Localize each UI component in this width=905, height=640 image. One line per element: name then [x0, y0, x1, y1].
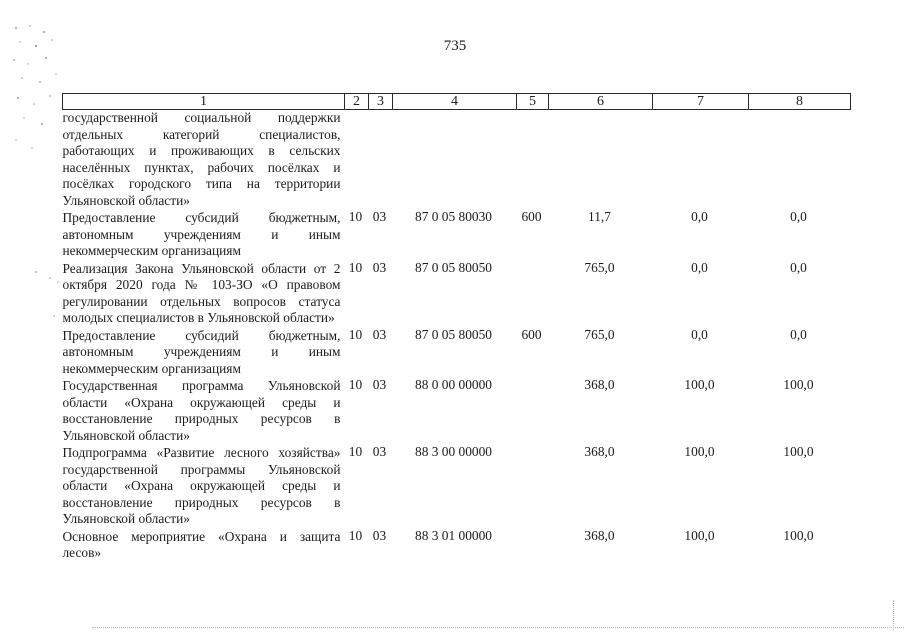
page-number: 735: [443, 38, 467, 54]
row-description: государственной социальной поддержки отдельных категорий специалистов, работающих и проживающих в сельских населённых пунктах, рабочих посёлках и посёлках городского типа на территории Ульяновской области»: [62, 110, 341, 208]
row-amount-col6: [549, 110, 653, 210]
row-section: 10: [348, 209, 363, 224]
header-row: [63, 94, 851, 110]
row-amount-col7: 100,0: [684, 377, 715, 392]
row-expense-type: 600: [521, 326, 542, 342]
row-amount-col6: 368,0: [584, 527, 615, 543]
row-section: 10: [348, 326, 363, 342]
scan-edge-right: [893, 600, 894, 630]
row-description: Подпрограмма «Развитие лесного хозяйства» государственной программы Ульяновской области «Охрана окружающей среды и восстановление природных ресурсов в Ульяновской области»: [62, 445, 341, 526]
column-header-6: 6: [549, 94, 653, 110]
row-description: Основное мероприятие «Охрана и защита лесов»: [62, 528, 341, 560]
row-expense-type: [517, 260, 549, 327]
row-subsection: 03: [372, 259, 387, 275]
row-amount-col8: 100,0: [783, 527, 814, 543]
column-header-5: 5: [517, 94, 549, 110]
table-row: [63, 327, 851, 378]
row-subsection: 03: [372, 209, 387, 224]
row-section: 10: [348, 377, 363, 392]
row-subsection: 03: [372, 326, 387, 342]
table-row: [63, 528, 851, 562]
row-amount-col8: 100,0: [783, 444, 814, 459]
row-amount-col8: [749, 110, 851, 210]
row-expense-type: [517, 377, 549, 444]
row-amount-col7: 100,0: [684, 444, 715, 459]
row-description: Государственная программа Ульяновской области «Охрана окружающей среды и восстановление природных ресурсов в Ульяновской области»: [62, 378, 341, 443]
row-amount-col8: 0,0: [790, 259, 807, 275]
row-target-article: 87 0 05 80050: [415, 326, 492, 342]
scan-speckle-artifact: [6, 20, 66, 440]
column-header-3: 3: [369, 94, 393, 110]
scan-edge-bottom: [92, 627, 904, 628]
table-header: [63, 94, 851, 110]
row-amount-col6: 765,0: [584, 259, 615, 275]
row-subsection: 03: [372, 377, 387, 392]
row-expense-type: [517, 528, 549, 562]
column-header-1: 1: [63, 94, 345, 110]
row-target-article: 87 0 05 80030: [415, 209, 492, 224]
row-subsection: 03: [372, 527, 387, 543]
row-amount-col6: 765,0: [584, 326, 615, 342]
row-expense-type: 600: [521, 209, 542, 224]
row-amount-col8: 0,0: [790, 209, 807, 224]
table-row: [63, 110, 851, 210]
table-body: [63, 110, 851, 562]
budget-table: [62, 93, 851, 562]
row-target-article: 88 3 01 00000: [415, 527, 492, 543]
row-amount-col7: 0,0: [691, 259, 708, 275]
row-amount-col8: 100,0: [783, 377, 814, 392]
row-subsection: [369, 110, 393, 210]
row-amount-col7: 0,0: [691, 326, 708, 342]
row-target-article: 88 3 00 00000: [415, 444, 492, 459]
row-amount-col6: 11,7: [588, 209, 611, 224]
row-target-article: [393, 110, 517, 210]
row-section: 10: [348, 527, 363, 543]
row-expense-type: [517, 444, 549, 528]
row-amount-col8: 0,0: [790, 326, 807, 342]
row-amount-col7: [653, 110, 749, 210]
table-row: [63, 260, 851, 327]
row-description: Предоставление субсидий бюджетным, автономным учреждениям и иным некоммерческим организациям: [62, 327, 341, 376]
row-amount-col6: 368,0: [584, 377, 615, 392]
row-amount-col7: 0,0: [691, 209, 708, 224]
row-section: 10: [348, 444, 363, 459]
column-header-2: 2: [345, 94, 369, 110]
column-header-7: 7: [653, 94, 749, 110]
row-amount-col6: 368,0: [584, 444, 615, 459]
table-row: [63, 377, 851, 444]
row-expense-type: [517, 110, 549, 210]
column-header-8: 8: [749, 94, 851, 110]
table-row: [63, 209, 851, 260]
row-amount-col7: 100,0: [684, 527, 715, 543]
row-description: Реализация Закона Ульяновской области от 2 октября 2020 года № 103-ЗО «О правовом регулировании отдельных вопросов статуса молодых специалистов в Ульяновской области»: [62, 260, 341, 325]
table-row: [63, 444, 851, 528]
column-header-4: 4: [393, 94, 517, 110]
row-section: 10: [348, 259, 363, 275]
row-subsection: 03: [372, 444, 387, 459]
row-description: Предоставление субсидий бюджетным, автономным учреждениям и иным некоммерческим организациям: [62, 210, 341, 258]
row-target-article: 87 0 05 80050: [415, 259, 492, 275]
row-target-article: 88 0 00 00000: [415, 377, 492, 392]
row-section: [345, 110, 369, 210]
